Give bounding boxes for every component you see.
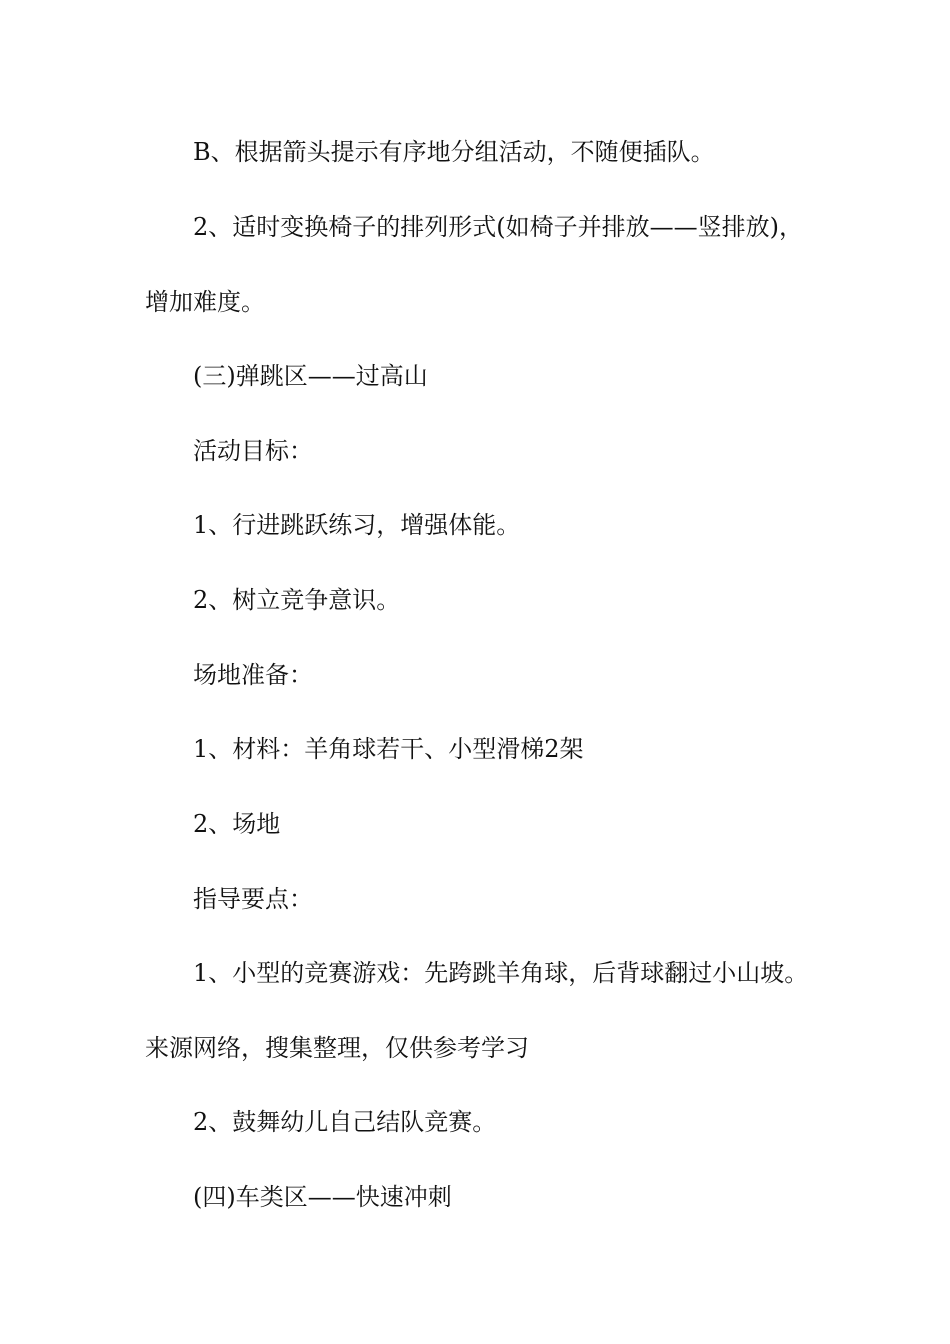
paragraph-line: 1、行进跳跃练习，增强体能。 bbox=[193, 511, 521, 539]
subheading: 场地准备： bbox=[193, 661, 313, 689]
paragraph-line: 1、小型的竞赛游戏：先跨跳羊角球，后背球翻过小山坡。 bbox=[193, 959, 809, 987]
section-heading: (三)弹跳区——过高山 bbox=[193, 362, 428, 390]
paragraph-line: B、根据箭头提示有序地分组活动，不随便插队。 bbox=[193, 138, 715, 166]
paragraph-line: 2、适时变换椅子的排列形式(如椅子并排放——竖排放)， bbox=[193, 213, 803, 241]
source-note: 来源网络，搜集整理，仅供参考学习 bbox=[145, 1034, 529, 1062]
section-heading: (四)车类区——快速冲刺 bbox=[193, 1183, 452, 1211]
subheading: 活动目标： bbox=[193, 437, 313, 465]
paragraph-line: 增加难度。 bbox=[145, 288, 265, 316]
paragraph-line: 1、材料：羊角球若干、小型滑梯2架 bbox=[193, 735, 584, 763]
paragraph-line: 2、场地 bbox=[193, 810, 281, 838]
subheading: 指导要点： bbox=[193, 885, 313, 913]
paragraph-line: 2、鼓舞幼儿自己结队竞赛。 bbox=[193, 1108, 497, 1136]
paragraph-line: 2、树立竞争意识。 bbox=[193, 586, 401, 614]
